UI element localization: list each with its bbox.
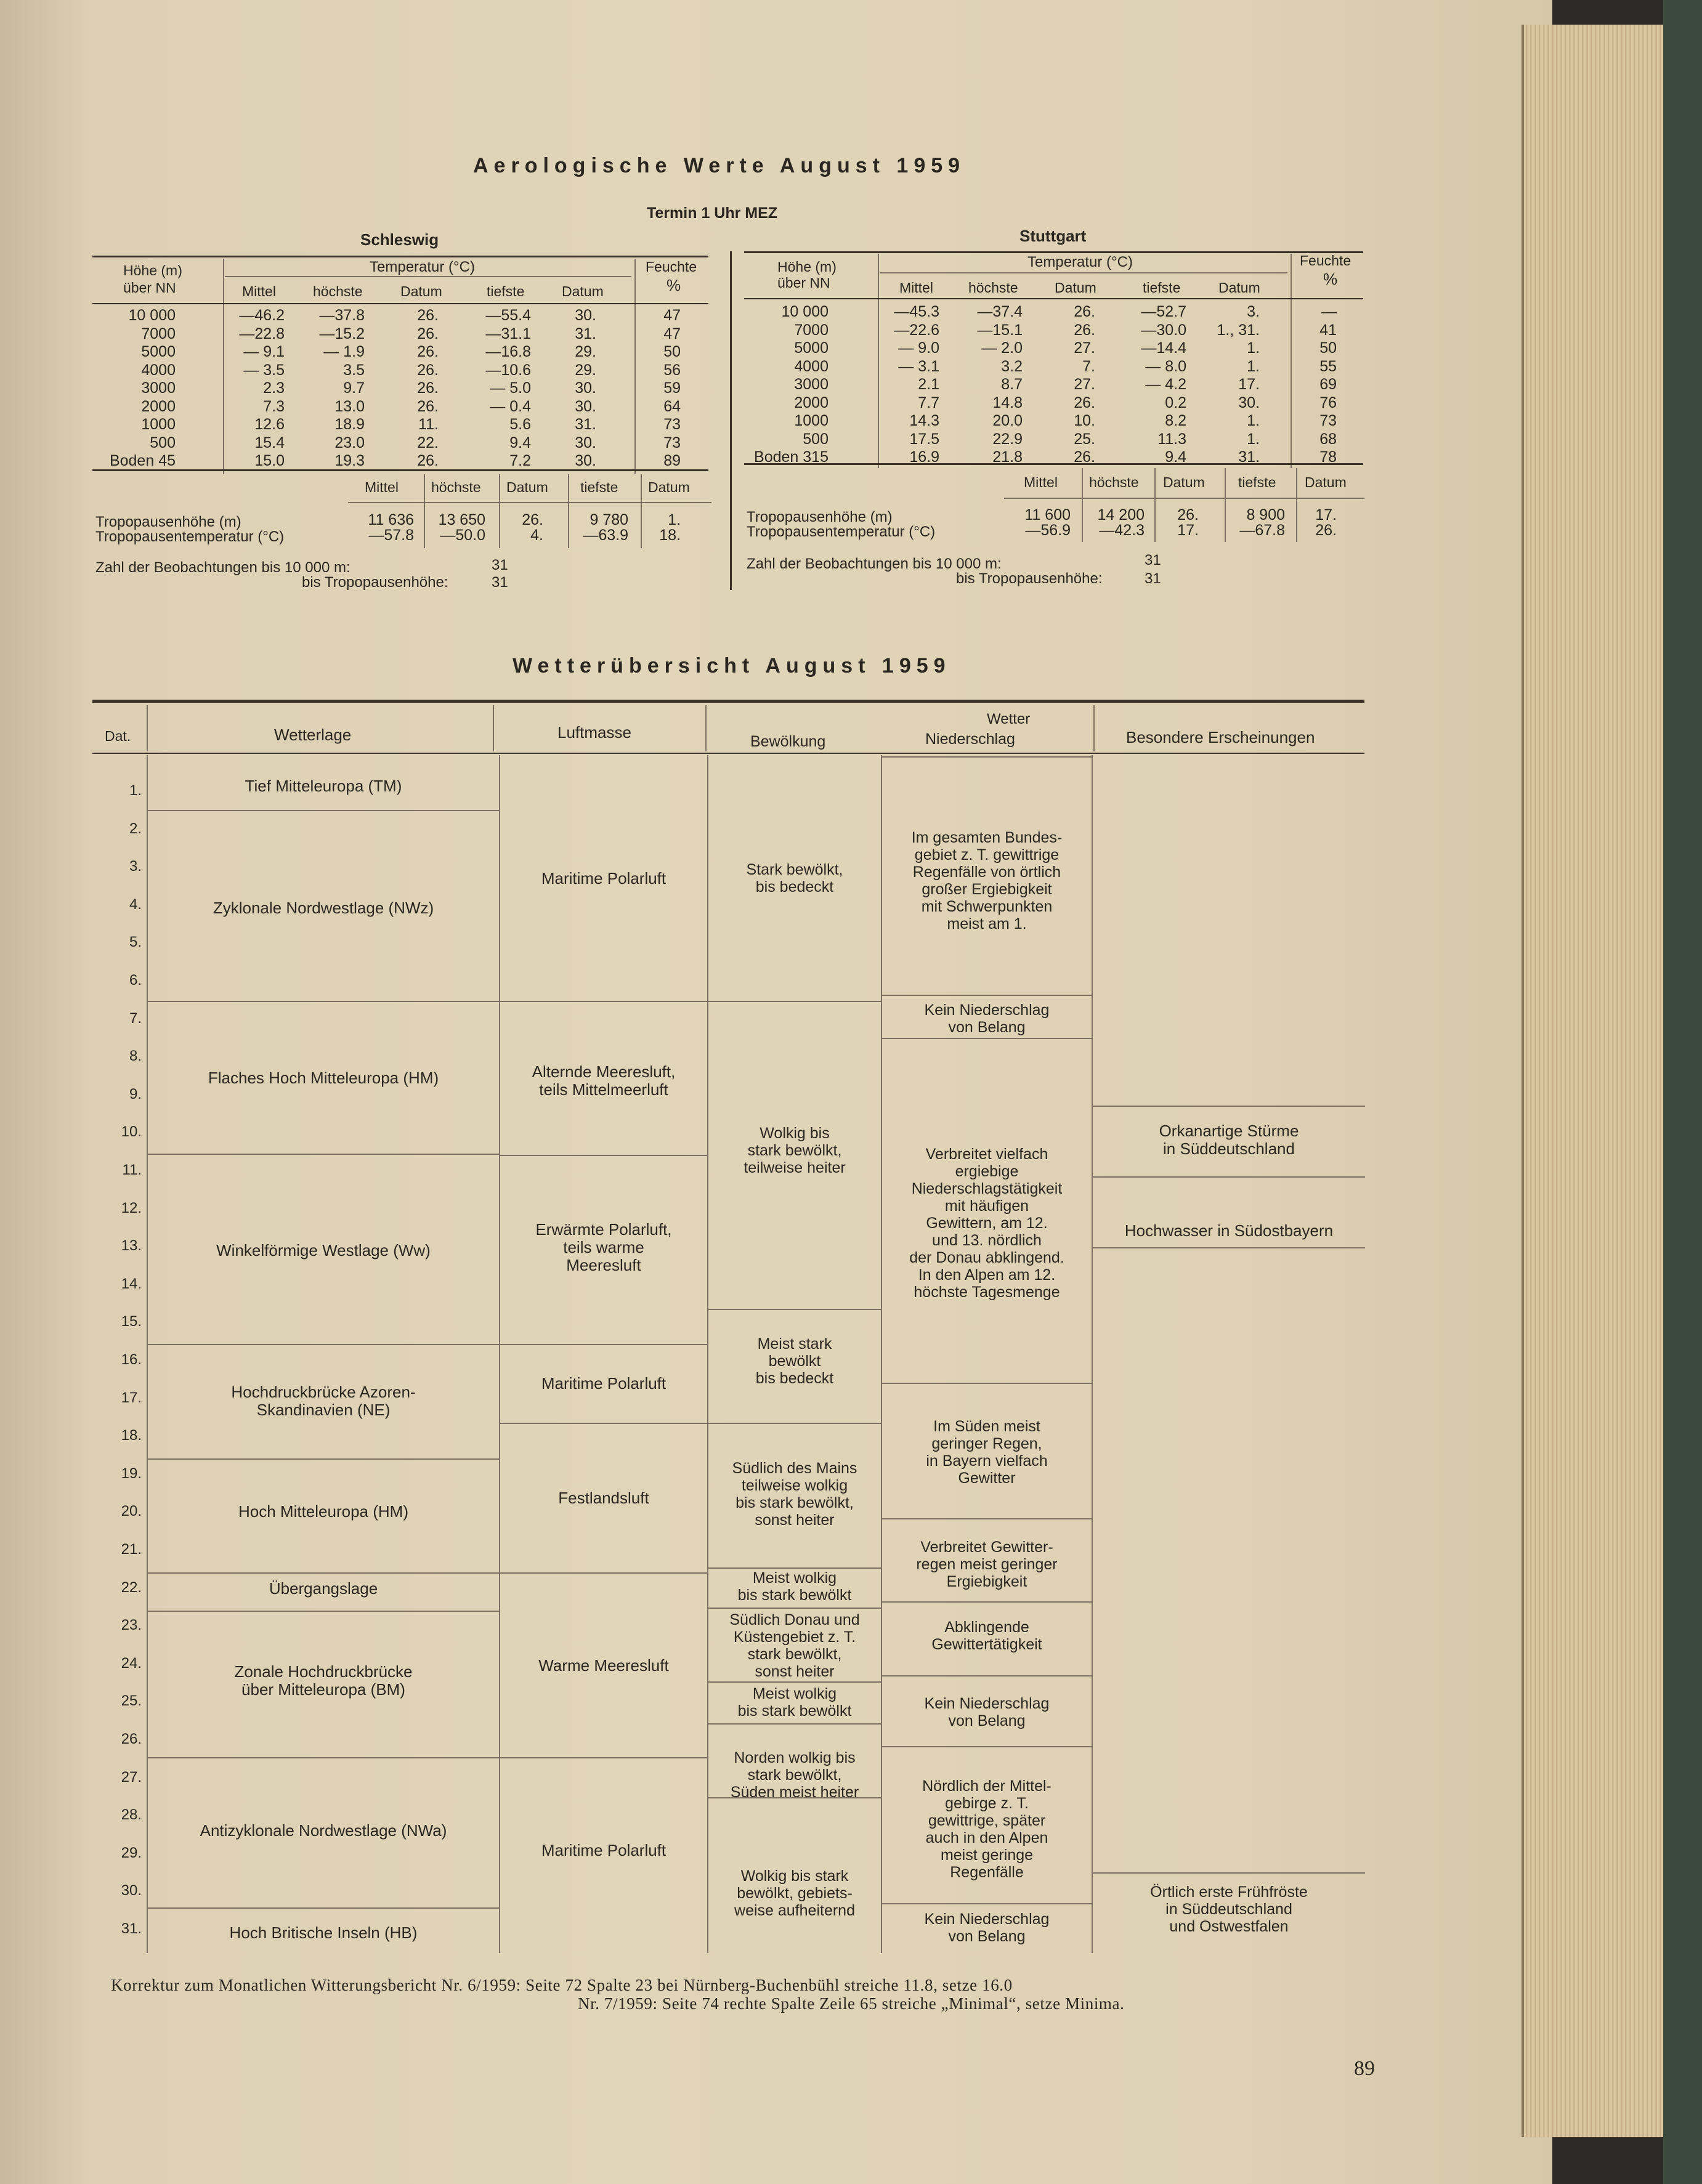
wetterlage-cell: Tief Mitteleuropa (TM)	[245, 777, 402, 795]
aero-value: —31.1	[485, 325, 531, 342]
aero-value: 27.	[1074, 376, 1095, 393]
aero-value: 23.0	[334, 434, 365, 451]
aero-value: 22.	[417, 434, 439, 451]
aero-value: 7.	[1082, 357, 1095, 375]
aero-value: 59	[663, 379, 681, 397]
aero-value: —30.0	[1141, 321, 1186, 339]
bewoelkung-cell: Meist wolkig bis stark bewölkt	[737, 1685, 852, 1720]
aero-title: Aerologische Werte August 1959	[473, 154, 966, 177]
aero-value: 68	[1319, 430, 1337, 448]
tropo-value: —57.8	[368, 527, 414, 544]
aero-value: 69	[1319, 376, 1337, 393]
aero-value: 73	[663, 416, 681, 433]
height-value: Boden 45	[109, 452, 176, 469]
height-value: 10 000	[128, 307, 176, 324]
day-label: 26.	[121, 1731, 142, 1747]
tropo-value: 17.	[1177, 522, 1199, 539]
bewoelkung-cell: Südlich des Mains teilweise wolkig bis stark bewölkt, sonst heiter	[732, 1460, 857, 1529]
niederschlag-cell: Nördlich der Mittel- gebirge z. T. gewittrige, später auch in den Alpen meist geringe Regenfälle	[922, 1778, 1052, 1881]
aero-value: 26.	[1074, 448, 1095, 466]
aero-value: 26.	[1074, 394, 1095, 411]
day-label: 24.	[121, 1655, 142, 1672]
beobachtungen2-label: bis Tropopausenhöhe:	[956, 570, 1103, 587]
beobachtungen-value: 31	[492, 557, 508, 573]
day-label: 8.	[129, 1048, 142, 1064]
aero-value: 15.4	[254, 434, 285, 451]
aero-value: —52.7	[1141, 303, 1186, 320]
height-value: 4000	[794, 357, 829, 375]
aero-value: 5.6	[509, 416, 531, 433]
aero-value: 7.2	[509, 452, 531, 469]
aero-value: 8.7	[1001, 376, 1023, 393]
station-name-schleswig: Schleswig	[360, 230, 439, 249]
day-label: 16.	[121, 1351, 142, 1368]
temperatur-header: Temperatur (°C)	[370, 259, 475, 275]
height-value: 5000	[794, 339, 829, 357]
datum-header: Datum	[1305, 474, 1347, 490]
aero-value: 89	[663, 452, 681, 469]
height-value: 1000	[794, 412, 829, 429]
datum-header: Datum	[400, 283, 442, 299]
aero-value: —37.4	[977, 303, 1023, 320]
day-label: 6.	[129, 972, 142, 989]
day-label: 14.	[121, 1276, 142, 1292]
wetterlage-cell: Antizyklonale Nordwestlage (NWa)	[200, 1821, 447, 1840]
tropo-value: 11 600	[1024, 506, 1071, 524]
termin-label: Termin 1 Uhr MEZ	[647, 204, 778, 222]
aero-value: 1.	[1247, 357, 1260, 375]
besondere-cell: Orkanartige Stürme in Süddeutschland	[1159, 1122, 1299, 1159]
bewoelkung-cell: Meist wolkig bis stark bewölkt	[737, 1569, 852, 1604]
aero-value: 3.5	[343, 361, 365, 379]
height-value: 3000	[794, 376, 829, 393]
hoechste-header: höchste	[313, 283, 363, 299]
day-label: 25.	[121, 1693, 142, 1709]
tropo-value: —67.8	[1239, 522, 1285, 539]
height-value: 2000	[794, 394, 829, 411]
aero-value: 41	[1319, 321, 1337, 339]
aero-value: 1.	[1247, 430, 1260, 448]
aero-value: 25.	[1074, 430, 1095, 448]
page-edges	[1522, 25, 1672, 2137]
col-header-niederschlag: Niederschlag	[925, 730, 1015, 748]
tiefste-header: tiefste	[1238, 474, 1276, 490]
aero-value: — 8.0	[1145, 357, 1186, 375]
aero-value: 26.	[1074, 321, 1095, 339]
aero-value: —55.4	[485, 307, 531, 324]
datum-header: Datum	[1163, 474, 1205, 490]
height-value: 500	[150, 434, 176, 451]
aero-value: —14.4	[1141, 339, 1186, 357]
hoehe-header: Höhe (m)	[123, 262, 182, 278]
day-label: 29.	[121, 1845, 142, 1861]
bewoelkung-cell: Südlich Donau und Küstengebiet z. T. stark bewölkt, sonst heiter	[729, 1611, 860, 1680]
height-value: 4000	[141, 361, 176, 379]
tropo-value: —63.9	[583, 527, 628, 544]
tropo-value: 13 650	[438, 511, 485, 528]
korrektur-line-1: Korrektur zum Monatlichen Witterungsbericht Nr. 6/1959: Seite 72 Spalte 23 bei Nürnberg-Buchenbühl streiche 11.8, setze 16.0	[111, 1976, 1013, 1994]
aero-value: 47	[663, 325, 681, 342]
datum-header: Datum	[648, 479, 690, 495]
aero-value: 30.	[575, 434, 596, 451]
tiefste-header: tiefste	[1143, 280, 1181, 296]
aero-value: —	[1321, 303, 1337, 320]
day-label: 4.	[129, 896, 142, 913]
bewoelkung-cell: Wolkig bis stark bewölkt, gebiets- weise aufheiternd	[734, 1867, 855, 1919]
aero-value: 27.	[1074, 339, 1095, 357]
station-name-stuttgart: Stuttgart	[1019, 227, 1087, 245]
aero-value: — 4.2	[1145, 376, 1186, 393]
col-header-besondere: Besondere Erscheinungen	[1126, 728, 1315, 746]
wetterlage-cell: Winkelförmige Westlage (Ww)	[216, 1241, 431, 1260]
bewoelkung-cell: Wolkig bis stark bewölkt, teilweise heiter	[744, 1125, 846, 1176]
mittel-header: Mittel	[1024, 474, 1058, 490]
mittel-header: Mittel	[899, 280, 933, 296]
feuchte-header: Feuchte	[1300, 253, 1351, 269]
aero-value: 11.3	[1157, 430, 1186, 448]
aero-value: 1., 31.	[1217, 321, 1260, 339]
day-label: 2.	[129, 820, 142, 837]
mittel-header: Mittel	[242, 283, 276, 299]
height-value: 3000	[141, 379, 176, 397]
aero-value: 14.3	[909, 412, 939, 429]
aero-value: 31.	[575, 416, 596, 433]
uebernn-header: über NN	[123, 280, 176, 296]
day-label: 1.	[129, 782, 142, 799]
aero-value: 3.	[1247, 303, 1260, 320]
col-header-wetterlage: Wetterlage	[274, 726, 352, 744]
luftmasse-cell: Warme Meeresluft	[538, 1656, 669, 1675]
aero-value: 20.0	[992, 412, 1023, 429]
aero-value: 1.	[1247, 339, 1260, 357]
height-value: 2000	[141, 397, 176, 415]
aero-value: 18.9	[334, 416, 365, 433]
aero-value: 19.3	[334, 452, 365, 469]
datum-header: Datum	[562, 283, 604, 299]
aero-value: 73	[663, 434, 681, 451]
aero-value: 56	[663, 361, 681, 379]
wetter-title: Wetterübersicht August 1959	[513, 654, 951, 677]
day-label: 17.	[121, 1389, 142, 1406]
aero-value: 26.	[417, 361, 439, 379]
tropo-temp-label: Tropopausentemperatur (°C)	[95, 528, 285, 545]
aero-value: —22.6	[894, 321, 939, 339]
aero-value: 50	[663, 343, 681, 360]
tiefste-header: tiefste	[580, 479, 618, 495]
aero-value: 30.	[575, 379, 596, 397]
aero-value: — 2.0	[981, 339, 1023, 357]
height-value: Boden 315	[754, 448, 829, 466]
beobachtungen2-value: 31	[492, 574, 508, 591]
temperatur-header: Temperatur (°C)	[1027, 254, 1133, 270]
aero-value: 12.6	[254, 416, 285, 433]
tropo-value: 9 780	[590, 511, 628, 528]
aero-value: —37.8	[319, 307, 365, 324]
aero-value: 30.	[575, 307, 596, 324]
aero-value: 26.	[417, 379, 439, 397]
beobachtungen-label: Zahl der Beobachtungen bis 10 000 m:	[95, 559, 351, 576]
col-header-luftmasse: Luftmasse	[557, 723, 631, 742]
aero-value: 29.	[575, 343, 596, 360]
aero-value: 64	[663, 397, 681, 415]
luftmasse-cell: Festlandsluft	[558, 1489, 649, 1507]
tropo-value: 8 900	[1246, 506, 1285, 524]
aero-value: 31.	[575, 325, 596, 342]
aero-value: — 0.4	[490, 397, 531, 415]
datum-header: Datum	[1055, 280, 1096, 296]
aero-value: 15.0	[254, 452, 285, 469]
day-label: 11.	[122, 1162, 142, 1178]
wetterlage-cell: Hoch Mitteleuropa (HM)	[238, 1502, 408, 1521]
luftmasse-cell: Maritime Polarluft	[541, 1374, 667, 1393]
tropo-value: 1.	[668, 511, 681, 528]
aero-value: 78	[1319, 448, 1337, 466]
aero-value: 13.0	[334, 397, 365, 415]
aero-value: 17.5	[909, 430, 939, 448]
aero-value: 9.7	[343, 379, 365, 397]
aero-value: — 5.0	[490, 379, 531, 397]
niederschlag-cell: Kein Niederschlag von Belang	[924, 1001, 1050, 1036]
day-label: 30.	[121, 1882, 142, 1899]
tropo-hoehe-label: Tropopausenhöhe (m)	[747, 509, 893, 525]
day-label: 13.	[121, 1237, 142, 1254]
tropo-value: 11 636	[368, 511, 414, 528]
aero-value: 2.1	[918, 376, 939, 393]
col-header-bewoelkung: Bewölkung	[750, 733, 826, 750]
wetterlage-cell: Hochdruckbrücke Azoren- Skandinavien (NE)	[231, 1383, 416, 1420]
aero-value: 30.	[575, 452, 596, 469]
day-label: 18.	[121, 1427, 142, 1444]
aero-value: 8.2	[1165, 412, 1186, 429]
day-label: 15.	[121, 1313, 142, 1330]
datum-header: Datum	[506, 479, 548, 495]
tropo-value: 26.	[1315, 522, 1337, 539]
korrektur-line-2: Nr. 7/1959: Seite 74 rechte Spalte Zeile 65 streiche „Minimal“, setze Minima.	[578, 1994, 1125, 2013]
tropo-value: 17.	[1315, 506, 1337, 524]
aero-value: 22.9	[992, 430, 1023, 448]
tropo-value: 26.	[522, 511, 543, 528]
bewoelkung-cell: Norden wolkig bis stark bewölkt, Süden meist heiter	[730, 1749, 859, 1801]
wetterlage-cell: Flaches Hoch Mitteleuropa (HM)	[208, 1069, 439, 1087]
aero-value: 47	[663, 307, 681, 324]
tropo-hoehe-label: Tropopausenhöhe (m)	[95, 514, 241, 530]
aero-value: —15.1	[977, 321, 1023, 339]
aero-value: 50	[1319, 339, 1337, 357]
bewoelkung-cell: Meist stark bewölkt bis bedeckt	[755, 1335, 834, 1387]
tropo-value: —42.3	[1099, 522, 1145, 539]
wetterlage-cell: Zonale Hochdruckbrücke über Mitteleuropa (BM)	[234, 1662, 413, 1699]
hoechste-header: höchste	[968, 280, 1018, 296]
beobachtungen2-label: bis Tropopausenhöhe:	[302, 574, 448, 591]
aero-value: 29.	[575, 361, 596, 379]
datum-header: Datum	[1218, 280, 1260, 296]
book-cover	[1663, 0, 1702, 2184]
day-label: 10.	[121, 1123, 142, 1140]
aero-value: — 1.9	[323, 343, 365, 360]
aero-value: —16.8	[485, 343, 531, 360]
aero-value: 26.	[417, 452, 439, 469]
aero-value: 30.	[1238, 394, 1260, 411]
aero-value: 2.3	[263, 379, 285, 397]
day-label: 27.	[121, 1769, 142, 1786]
hoechste-header: höchste	[1089, 474, 1139, 490]
aero-value: — 9.0	[898, 339, 939, 357]
height-value: 5000	[141, 343, 176, 360]
aero-value: 31.	[1238, 448, 1260, 466]
day-label: 9.	[129, 1086, 142, 1102]
beobachtungen2-value: 31	[1145, 570, 1161, 587]
aero-value: 11.	[418, 416, 439, 433]
aero-value: 7.3	[263, 397, 285, 415]
besondere-cell: Hochwasser in Südostbayern	[1124, 1221, 1334, 1240]
tropo-value: —56.9	[1025, 522, 1071, 539]
col-header-dat: Dat.	[105, 728, 131, 744]
height-value: 10 000	[781, 303, 829, 320]
height-value: 7000	[141, 325, 176, 342]
uebernn-header: über NN	[777, 275, 830, 291]
percent-header: %	[667, 276, 681, 294]
wetterlage-cell: Übergangslage	[269, 1579, 378, 1598]
aero-value: —15.2	[319, 325, 365, 342]
day-label: 12.	[121, 1200, 142, 1216]
aero-value: 16.9	[909, 448, 939, 466]
niederschlag-cell: Verbreitet Gewitter- regen meist geringer Ergiebigkeit	[916, 1539, 1058, 1590]
beobachtungen-label: Zahl der Beobachtungen bis 10 000 m:	[747, 556, 1002, 572]
day-label: 20.	[121, 1503, 142, 1519]
wetterlage-cell: Hoch Britische Inseln (HB)	[229, 1923, 418, 1942]
aero-value: 21.8	[992, 448, 1023, 466]
aero-value: 14.8	[992, 394, 1023, 411]
aero-value: — 9.1	[243, 343, 285, 360]
day-label: 3.	[129, 858, 142, 875]
mittel-header: Mittel	[365, 479, 399, 495]
day-label: 19.	[121, 1465, 142, 1482]
day-label: 28.	[121, 1806, 142, 1823]
aero-value: 26.	[417, 307, 439, 324]
tropo-value: 18.	[659, 527, 681, 544]
height-value: 1000	[141, 416, 176, 433]
aero-value: 30.	[575, 397, 596, 415]
luftmasse-cell: Maritime Polarluft	[541, 1841, 667, 1859]
niederschlag-cell: Abklingende Gewittertätigkeit	[931, 1619, 1042, 1653]
day-label: 31.	[121, 1920, 142, 1937]
aero-value: 9.4	[509, 434, 531, 451]
day-label: 7.	[129, 1010, 142, 1027]
luftmasse-cell: Maritime Polarluft	[541, 869, 667, 888]
col-header-wetter: Wetter	[987, 711, 1031, 727]
aero-value: — 3.5	[243, 361, 285, 379]
niederschlag-cell: Verbreitet vielfach ergiebige Niederschlagstätigkeit mit häufigen Gewittern, am 12. und 13. nördlich der Donau abklingend. In den Alpen am 12. höchste Tagesmenge	[909, 1146, 1064, 1301]
aero-value: 1.	[1247, 412, 1260, 429]
niederschlag-cell: Kein Niederschlag von Belang	[924, 1695, 1050, 1729]
wetterlage-cell: Zyklonale Nordwestlage (NWz)	[213, 899, 434, 917]
tropo-value: 4.	[530, 527, 543, 544]
aero-value: 17.	[1238, 376, 1260, 393]
niederschlag-cell: Im Süden meist geringer Regen, in Bayern vielfach Gewitter	[926, 1418, 1048, 1487]
height-value: 500	[803, 430, 829, 448]
bewoelkung-cell: Stark bewölkt, bis bedeckt	[746, 861, 843, 896]
hoechste-header: höchste	[431, 479, 481, 495]
feuchte-header: Feuchte	[646, 259, 697, 275]
aero-value: —46.2	[239, 307, 285, 324]
aero-value: 26.	[417, 325, 439, 342]
percent-header: %	[1323, 270, 1338, 288]
aero-value: 7.7	[918, 394, 939, 411]
day-label: 21.	[121, 1541, 142, 1558]
tropo-temp-label: Tropopausentemperatur (°C)	[747, 524, 936, 540]
aero-value: 3.2	[1001, 357, 1023, 375]
niederschlag-cell: Kein Niederschlag von Belang	[924, 1911, 1050, 1945]
tiefste-header: tiefste	[487, 283, 525, 299]
beobachtungen-value: 31	[1145, 552, 1161, 568]
page-number: 89	[1354, 2057, 1375, 2080]
aero-value: 0.2	[1165, 394, 1186, 411]
tropo-value: —50.0	[440, 527, 485, 544]
aero-value: 73	[1319, 412, 1337, 429]
tropo-value: 14 200	[1097, 506, 1145, 524]
aero-value: 55	[1319, 357, 1337, 375]
aero-value: 26.	[417, 343, 439, 360]
luftmasse-cell: Erwärmte Polarluft, teils warme Meeresluft	[535, 1220, 672, 1275]
aero-value: —10.6	[485, 361, 531, 379]
luftmasse-cell: Alternde Meeresluft, teils Mittelmeerluft	[532, 1062, 676, 1099]
aero-value: 10.	[1074, 412, 1095, 429]
day-label: 5.	[129, 934, 142, 950]
aero-value: 9.4	[1165, 448, 1186, 466]
besondere-cell: Örtlich erste Frühfröste in Süddeutschland und Ostwestfalen	[1150, 1883, 1308, 1935]
day-label: 23.	[121, 1617, 142, 1633]
aero-value: —45.3	[894, 303, 939, 320]
aero-value: — 3.1	[898, 357, 939, 375]
day-label: 22.	[121, 1579, 142, 1596]
hoehe-header: Höhe (m)	[777, 259, 837, 275]
aero-value: —22.8	[239, 325, 285, 342]
aero-value: 76	[1319, 394, 1337, 411]
niederschlag-cell: Im gesamten Bundes- gebiet z. T. gewittrige Regenfälle von örtlich großer Ergiebigkeit mit Schwerpunkten meist am 1.	[911, 829, 1063, 932]
aero-value: 26.	[1074, 303, 1095, 320]
aero-value: 26.	[417, 397, 439, 415]
height-value: 7000	[794, 321, 829, 339]
tropo-value: 26.	[1177, 506, 1199, 524]
